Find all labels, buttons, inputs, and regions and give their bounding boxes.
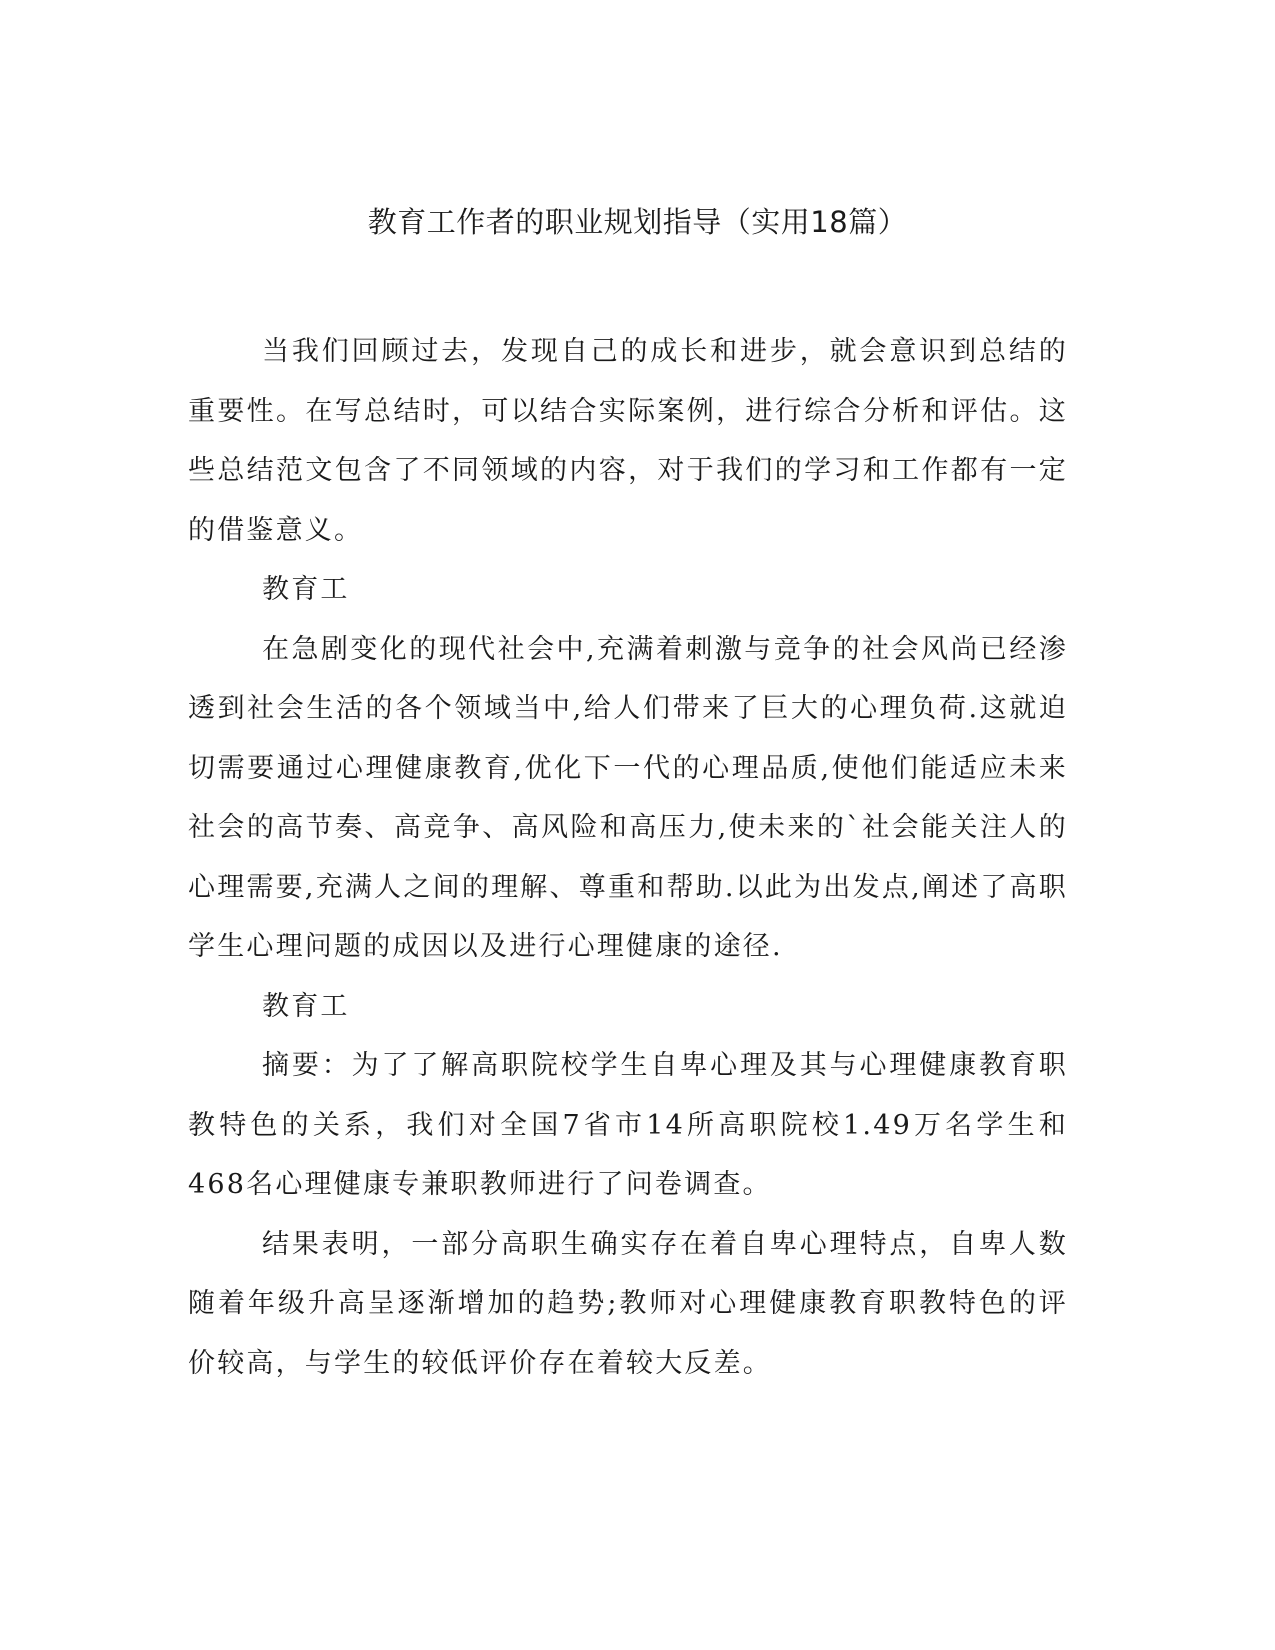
document-title: 教育工作者的职业规划指导（实用18篇） (367, 205, 908, 239)
paragraph-heading-1: 教育工 (262, 574, 350, 605)
paragraph-intro: 当我们回顾过去，发现自己的成长和进步，就会意识到总结的重要性。在写总结时，可以结合实际案例，进行综合分析和评估。这些总结范文包含了不同领域的内容，对于我们的学习和工作都有一定的借鉴意义。 (188, 336, 1068, 546)
paragraph-body-1: 在急剧变化的现代社会中,充满着刺激与竞争的社会风尚已经渗透到社会生活的各个领域当中,给人们带来了巨大的心理负荷.这就迫切需要通过心理健康教育,优化下一代的心理品质,使他们能适应未来社会的高节奏、高竞争、高风险和高压力,使未来的`社会能关注人的心理需要,充满人之间的理解、尊重和帮助.以此为出发点,阐述了高职学生心理问题的成因以及进行心理健康的途径. (188, 633, 1068, 962)
document-body (188, 322, 1068, 1393)
paragraph-results: 结果表明，一部分高职生确实存在着自卑心理特点，自卑人数随着年级升高呈逐渐增加的趋势;教师对心理健康教育职教特色的评价较高，与学生的较低评价存在着较大反差。 (188, 1228, 1068, 1379)
paragraph-heading-2: 教育工 (262, 990, 350, 1022)
paragraph-abstract: 摘要：为了了解高职院校学生自卑心理及其与心理健康教育职教特色的关系，我们对全国7省市14所高职院校1.49万名学生和468名心理健康专兼职教师进行了问卷调查。 (188, 1050, 1068, 1200)
